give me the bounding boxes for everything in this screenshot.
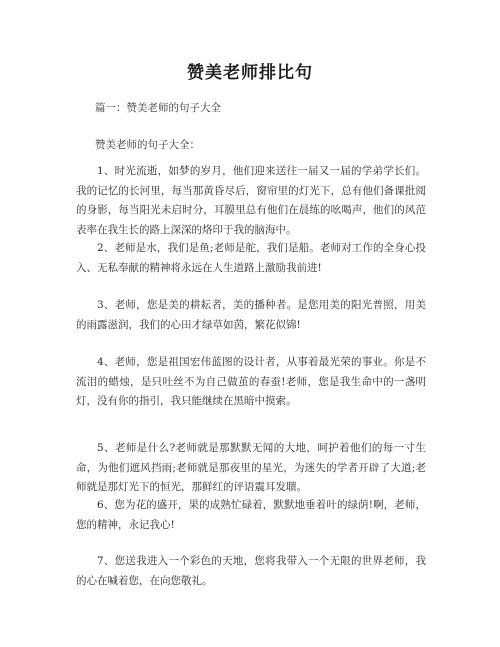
paragraph-1: 1、时光流逝，如梦的岁月，他们迎来送往一届又一届的学弟学长们。我的记忆的长河里，每当那黄昏尽后，窗帘里的灯光下，总有他们备课批阅的身影，每当阳光未启时分，耳膜里总有他们在晨练的吆喝声，他们的风范表率在我生长的路上深深的烙印于我的脑海中。 — [76, 165, 426, 236]
intro-line: 赞美老师的句子大全： — [95, 139, 200, 151]
paragraph-5: 5、老师是什么?老师就是那默默无闻的大地，呵护着他们的每一寸生命，为他们遮风挡雨;老师就是那夜里的星光，为迷失的学者开辟了大道;老师就是那灯光下的恒光，那鲜红的评语震耳发聩。 — [76, 442, 426, 493]
document-title: 赞美老师排比句 — [187, 63, 313, 83]
paragraph-2: 2、老师是水，我们是鱼;老师是舵，我们是船。老师对工作的全身心投入、无私奉献的精神将永远在人生道路上激励我前进! — [76, 242, 426, 274]
paragraph-7: 7、您送我进入一个彩色的天地，您将我带入一个无限的世界老师，我的心在喊着您，在向您敬礼。 — [76, 555, 426, 587]
paragraph-6: 6、您为花的盛开，果的成熟忙碌着，默默地垂着叶的绿荫!啊，老师，您的精神，永记我心! — [76, 499, 426, 531]
section-heading: 篇一：赞美老师的句子大全 — [95, 102, 221, 114]
paragraph-3: 3、老师，您是美的耕耘者，美的播种者。是您用美的阳光普照，用美的雨露滋润，我们的心田才绿草如茵，繁花似锦! — [76, 299, 426, 331]
paragraph-4: 4、老师，您是祖国宏伟蓝图的设计者，从事着最光荣的事业。你是不流泪的蜡烛，是只吐丝不为自己做茧的春蚕!老师，您是我生命中的一盏明灯，没有你的指引，我只能继续在黑暗中摸索。 — [76, 356, 426, 407]
